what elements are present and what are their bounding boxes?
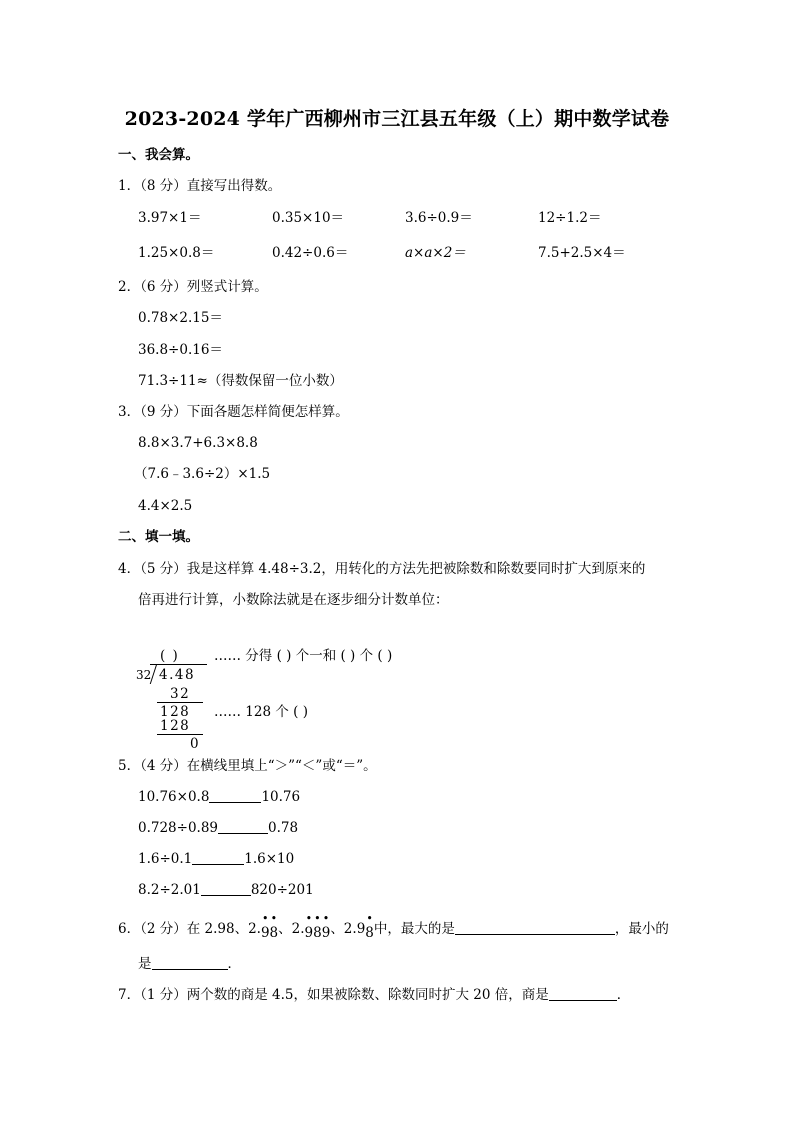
repeat-dot: • — [314, 914, 321, 924]
section-2-heading: 二、填一填。 — [118, 529, 199, 545]
division-line — [157, 702, 203, 703]
division-bar — [150, 664, 207, 665]
q6-prefix: 6．（2 分）在 2.98、2. — [118, 921, 261, 937]
answer-blank-smallest[interactable] — [152, 955, 228, 970]
q1-expr: 3.97×1＝ — [138, 210, 202, 226]
question-3-stem: 3．（9 分）下面各题怎样简便怎样算。 — [118, 404, 349, 420]
q1-expr: 0.35×10＝ — [272, 210, 345, 226]
q3-item: 8.8×3.7+6.3×8.8 — [138, 435, 258, 451]
q6-digit: 9 — [321, 925, 331, 941]
q5-right: 10.76 — [261, 789, 301, 805]
answer-blank-quotient[interactable] — [549, 986, 617, 1001]
division-note: …… 分得 ( ) 个一和 ( ) 个 ( ) — [214, 648, 393, 664]
q2-item: 0.78×2.15＝ — [138, 310, 223, 326]
q6-end: ，最小的 — [614, 921, 669, 937]
q5-item — [138, 881, 314, 899]
q6-digit: 8 — [365, 925, 374, 941]
q7-period: ． — [616, 987, 631, 1003]
q5-item — [138, 819, 298, 837]
answer-blank[interactable] — [201, 881, 251, 896]
q1-expr: 1.25×0.8＝ — [138, 245, 215, 261]
division-line — [157, 734, 203, 735]
q6-line2-text: 是 — [138, 956, 152, 972]
answer-blank-largest[interactable] — [455, 920, 615, 935]
division-remainder: 0 — [190, 736, 201, 752]
q3-item: （7.6﹣3.6÷2）×1.5 — [134, 466, 271, 482]
q1-expr: 3.6÷0.9＝ — [405, 210, 473, 226]
q6-period: ． — [227, 956, 241, 972]
q6-digit: 9 — [260, 925, 270, 941]
question-1-stem: 1．（8 分）直接写出得数。 — [118, 178, 282, 194]
question-6-line-2 — [138, 955, 241, 973]
q5-right: 820÷201 — [250, 882, 314, 898]
answer-blank[interactable] — [192, 850, 244, 865]
question-6-line-1 — [118, 914, 669, 941]
q6-mid: 中，最大的是 — [373, 921, 455, 937]
q5-left: 0.728÷0.89 — [138, 820, 219, 836]
division-dividend: 4.48 — [159, 667, 196, 683]
q6-digit: 9 — [304, 925, 314, 941]
division-step: 128 — [160, 718, 191, 734]
q7-text: 7．（1 分）两个数的商是 4.5，如果被除数、除数同时扩大 20 倍，商是 — [118, 987, 549, 1003]
answer-blank[interactable] — [218, 819, 268, 834]
division-step: 128 — [160, 704, 191, 720]
q1-expr: 7.5+2.5×4＝ — [538, 245, 626, 261]
division-divisor: 32 — [136, 668, 152, 682]
q2-item: 71.3÷11≈（得数保留一位小数） — [138, 373, 343, 389]
section-1-heading: 一、我会算。 — [118, 147, 199, 163]
q5-item — [138, 788, 300, 806]
division-note: …… 128 个 ( ) — [214, 704, 308, 720]
question-5-stem: 5．（4 分）在横线里填上“＞”“＜”或“＝”。 — [118, 758, 377, 774]
division-quotient: ( ) — [160, 648, 180, 664]
q5-left: 10.76×0.8 — [138, 789, 210, 805]
repeat-dot: • — [323, 914, 329, 924]
q6-digit: 8 — [269, 925, 279, 941]
question-4-line-1: 4．（5 分）我是这样算 4.48÷3.2，用转化的方法先把被除数和除数要同时扩大到原来的 — [118, 561, 646, 577]
q5-left: 1.6÷0.1 — [138, 851, 193, 867]
q1-expr: a×a×2＝ — [405, 245, 466, 261]
question-7 — [118, 986, 630, 1004]
division-step: 32 — [170, 686, 191, 702]
repeat-dot: • — [270, 914, 277, 924]
repeat-dot: • — [305, 914, 312, 924]
q6-sep: 、2.9 — [330, 921, 366, 937]
q5-left: 8.2÷2.01 — [138, 882, 201, 898]
q5-right: 0.78 — [268, 820, 299, 836]
question-4-line-2: 倍再进行计算，小数除法就是在逐步细分计数单位： — [138, 592, 449, 608]
q6-digit: 8 — [313, 925, 322, 941]
repeat-dot: • — [366, 914, 373, 924]
question-2-stem: 2．（6 分）列竖式计算。 — [118, 279, 268, 295]
q2-item: 36.8÷0.16＝ — [138, 342, 223, 358]
q6-sep: 、2. — [278, 921, 305, 937]
repeat-dot: • — [262, 914, 269, 924]
q5-right: 1.6×10 — [244, 851, 295, 867]
q3-item: 4.4×2.5 — [138, 498, 193, 514]
q5-item — [138, 850, 294, 868]
page-title: 2023-2024 学年广西柳州市三江县五年级（上）期中数学试卷 — [124, 108, 670, 130]
q1-expr: 0.42÷0.6＝ — [272, 245, 349, 261]
q1-expr: 12÷1.2＝ — [538, 210, 602, 226]
answer-blank[interactable] — [209, 788, 261, 803]
